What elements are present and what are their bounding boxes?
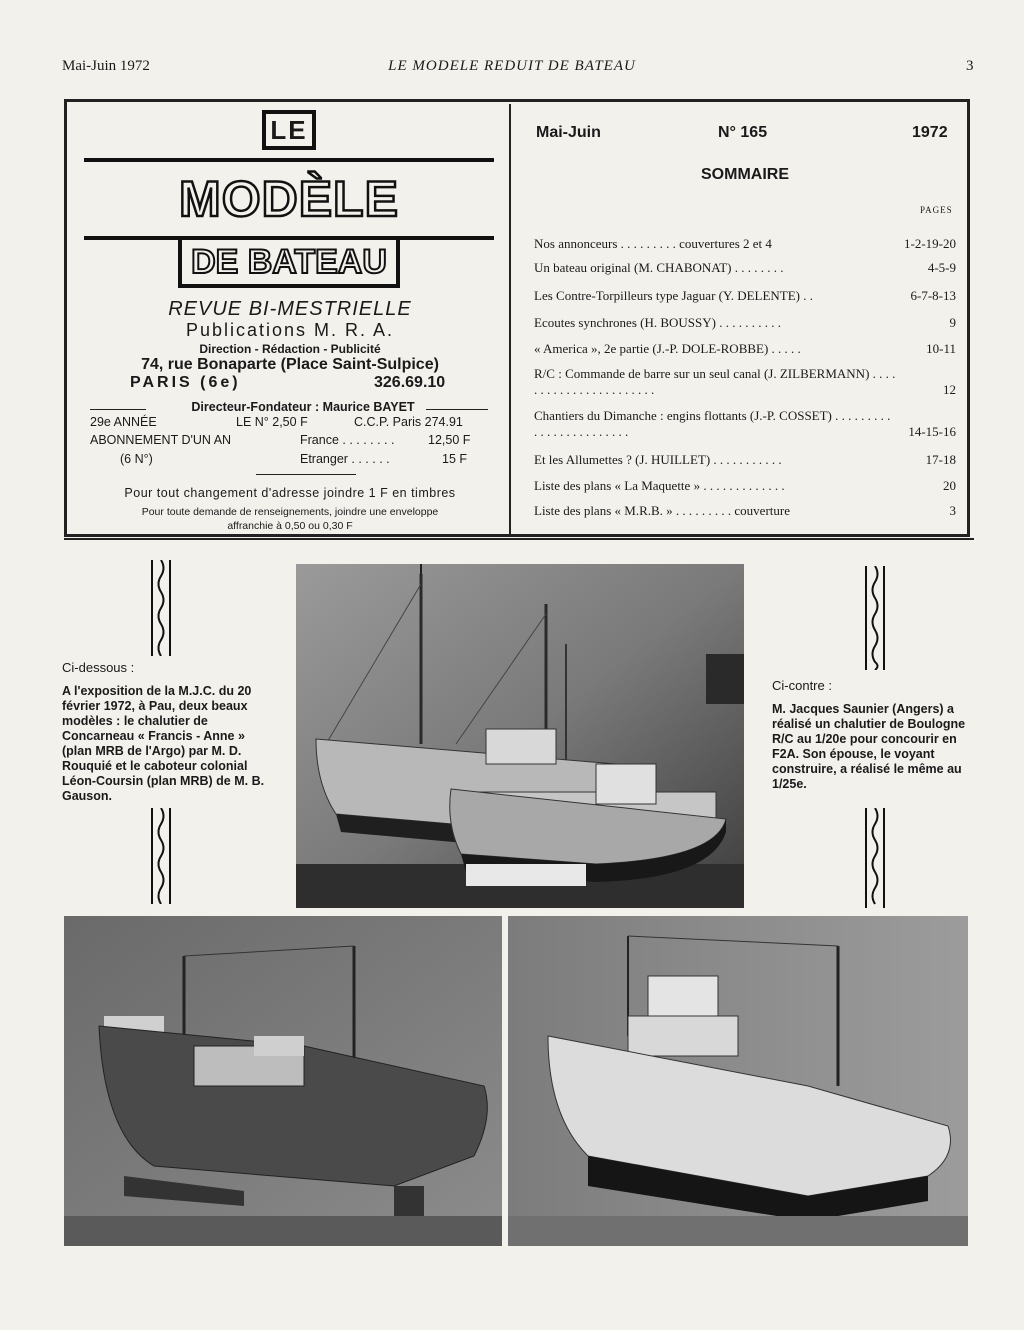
column-divider <box>509 104 511 534</box>
running-header-date: Mai-Juin 1972 <box>62 58 150 74</box>
caption-left-label: Ci-dessous : <box>62 660 135 675</box>
toc-item-text: Les Contre-Torpilleurs type Jaguar (Y. DELENTE) . . <box>534 288 813 303</box>
toc-item <box>534 408 956 440</box>
toc-issue: N° 165 <box>718 124 768 141</box>
toc-item-text: Ecoutes synchrones (H. BOUSSY) . . . . . . . . . . <box>534 315 781 330</box>
toc-item <box>534 315 956 331</box>
masthead-ccp: C.C.P. Paris 274.91 <box>354 415 463 429</box>
toc-item <box>534 288 956 304</box>
toc-pages-label: PAGES <box>920 205 953 215</box>
caption-right-label: Ci-contre : <box>772 678 832 693</box>
wavy-rule-ornament <box>862 566 888 670</box>
toc-period: Mai-Juin <box>536 124 601 141</box>
toc-item-page: 4-5-9 <box>927 260 956 275</box>
founder-rule-right <box>426 409 488 410</box>
wavy-rule-ornament <box>148 808 174 904</box>
toc-item <box>534 366 956 398</box>
masthead-rule <box>256 474 356 475</box>
toc-item-page: 1-2-19-20 <box>904 236 956 251</box>
toc-item-page: 10-11 <box>926 341 956 356</box>
toc-title: SOMMAIRE <box>701 166 789 183</box>
logo-bateau-box <box>178 240 400 288</box>
toc-item-text: « America », 2e partie (J.-P. DOLE-ROBBE) . . . . . <box>534 341 801 356</box>
toc-item <box>534 341 956 357</box>
wavy-rule-ornament <box>148 560 174 656</box>
toc-item-text: Et les Allumettes ? (J. HUILLET) . . . . . . . . . . . <box>534 452 782 467</box>
toc-item <box>534 452 956 468</box>
logo-line1: LE <box>270 115 308 145</box>
masthead-city: PARIS (6e) <box>130 374 241 391</box>
caption-left-text: A l'exposition de la M.J.C. du 20 février 1972, à Pau, deux beaux modèles : le chalutier de Concarneau « Francis - Anne » (plan MRB de l'Argo) par M. D. Rouquié et le caboteur colonial Léon-Coursin (plan MRB) de M. B. Gauson. <box>62 684 265 803</box>
toc-item-text: Nos annonceurs . . . . . . . . . couvertures 2 et 4 <box>534 236 772 251</box>
photo-dark-trawler <box>64 916 502 1246</box>
masthead-phone: 326.69.10 <box>374 374 446 391</box>
masthead-note2: Pour toute demande de renseignements, joindre une enveloppe <box>141 506 439 518</box>
caption-right-text: M. Jacques Saunier (Angers) a réalisé un chalutier de Boulogne R/C au 1/20e pour concourir en F2A. Son épouse, le voyant construire, a réalisé le même au 1/25e. <box>772 702 966 791</box>
photo-white-trawler <box>508 916 968 1246</box>
masthead-address: 74, rue Bonaparte (Place Saint-Sulpice) <box>141 356 439 373</box>
toc-item-text: R/C : Commande de barre sur un seul canal (J. ZILBERMANN) . . . . . . . . . . . . . . . . . . . . . . . <box>534 366 896 397</box>
masthead-subtitle: REVUE BI-MESTRIELLE <box>168 298 412 320</box>
toc-item-text: Chantiers du Dimanche : engins flottants (J.-P. COSSET) . . . . . . . . . . . . . . . . . . . . . . . . <box>534 408 891 439</box>
toc-item-text: Liste des plans « M.R.B. » . . . . . . . . . couverture <box>534 503 790 518</box>
toc-year: 1972 <box>912 124 948 141</box>
masthead-year: 29e ANNÉE <box>90 415 157 429</box>
masthead-subscription: ABONNEMENT D'UN AN <box>90 433 232 447</box>
toc-item-text: Liste des plans « La Maquette » . . . . . . . . . . . . . <box>534 478 785 493</box>
toc-item <box>534 236 956 252</box>
masthead-publisher: Publications M. R. A. <box>185 320 395 340</box>
masthead-note3: affranchie à 0,50 ou 0,30 F <box>227 520 353 532</box>
masthead-france-label: France . . . . . . . . <box>300 433 395 447</box>
frame-bottom-rule <box>64 538 974 540</box>
toc-item <box>534 478 956 494</box>
toc-item-page: 20 <box>943 478 956 493</box>
masthead-etranger-label: Etranger . . . . . . <box>300 452 390 466</box>
photo-two-models <box>296 564 744 908</box>
masthead-etranger-price: 15 F <box>442 452 468 466</box>
toc-item-page: 17-18 <box>925 452 956 467</box>
masthead-issues: (6 N°) <box>120 452 153 466</box>
logo-line2: MODÈLE <box>179 171 399 227</box>
toc-item-text: Un bateau original (M. CHABONAT) . . . . . . . . <box>534 260 784 275</box>
logo-main-box <box>84 158 494 240</box>
masthead-issue-price: LE N° 2,50 F <box>236 415 308 429</box>
page-number: 3 <box>966 58 974 74</box>
toc-item-page: 3 <box>949 503 956 518</box>
masthead-founder: Directeur-Fondateur : Maurice BAYET <box>191 400 415 414</box>
wavy-rule-ornament <box>862 808 888 908</box>
founder-rule-left <box>90 409 146 410</box>
toc-item <box>534 503 956 519</box>
toc-item-page: 6-7-8-13 <box>910 288 956 303</box>
masthead-note1: Pour tout changement d'adresse joindre 1 F en timbres <box>124 486 456 500</box>
masthead-direction: Direction - Rédaction - Publicité <box>199 342 381 356</box>
masthead-france-price: 12,50 F <box>428 433 471 447</box>
toc-item-page: 14-15-16 <box>908 424 956 439</box>
toc-item-page: 12 <box>943 382 956 397</box>
toc-item <box>534 260 956 276</box>
logo-line3: DE BATEAU <box>191 243 387 281</box>
logo-le-box <box>262 110 316 150</box>
running-header-title: LE MODELE REDUIT DE BATEAU <box>388 58 636 74</box>
toc-item-page: 9 <box>949 315 956 330</box>
